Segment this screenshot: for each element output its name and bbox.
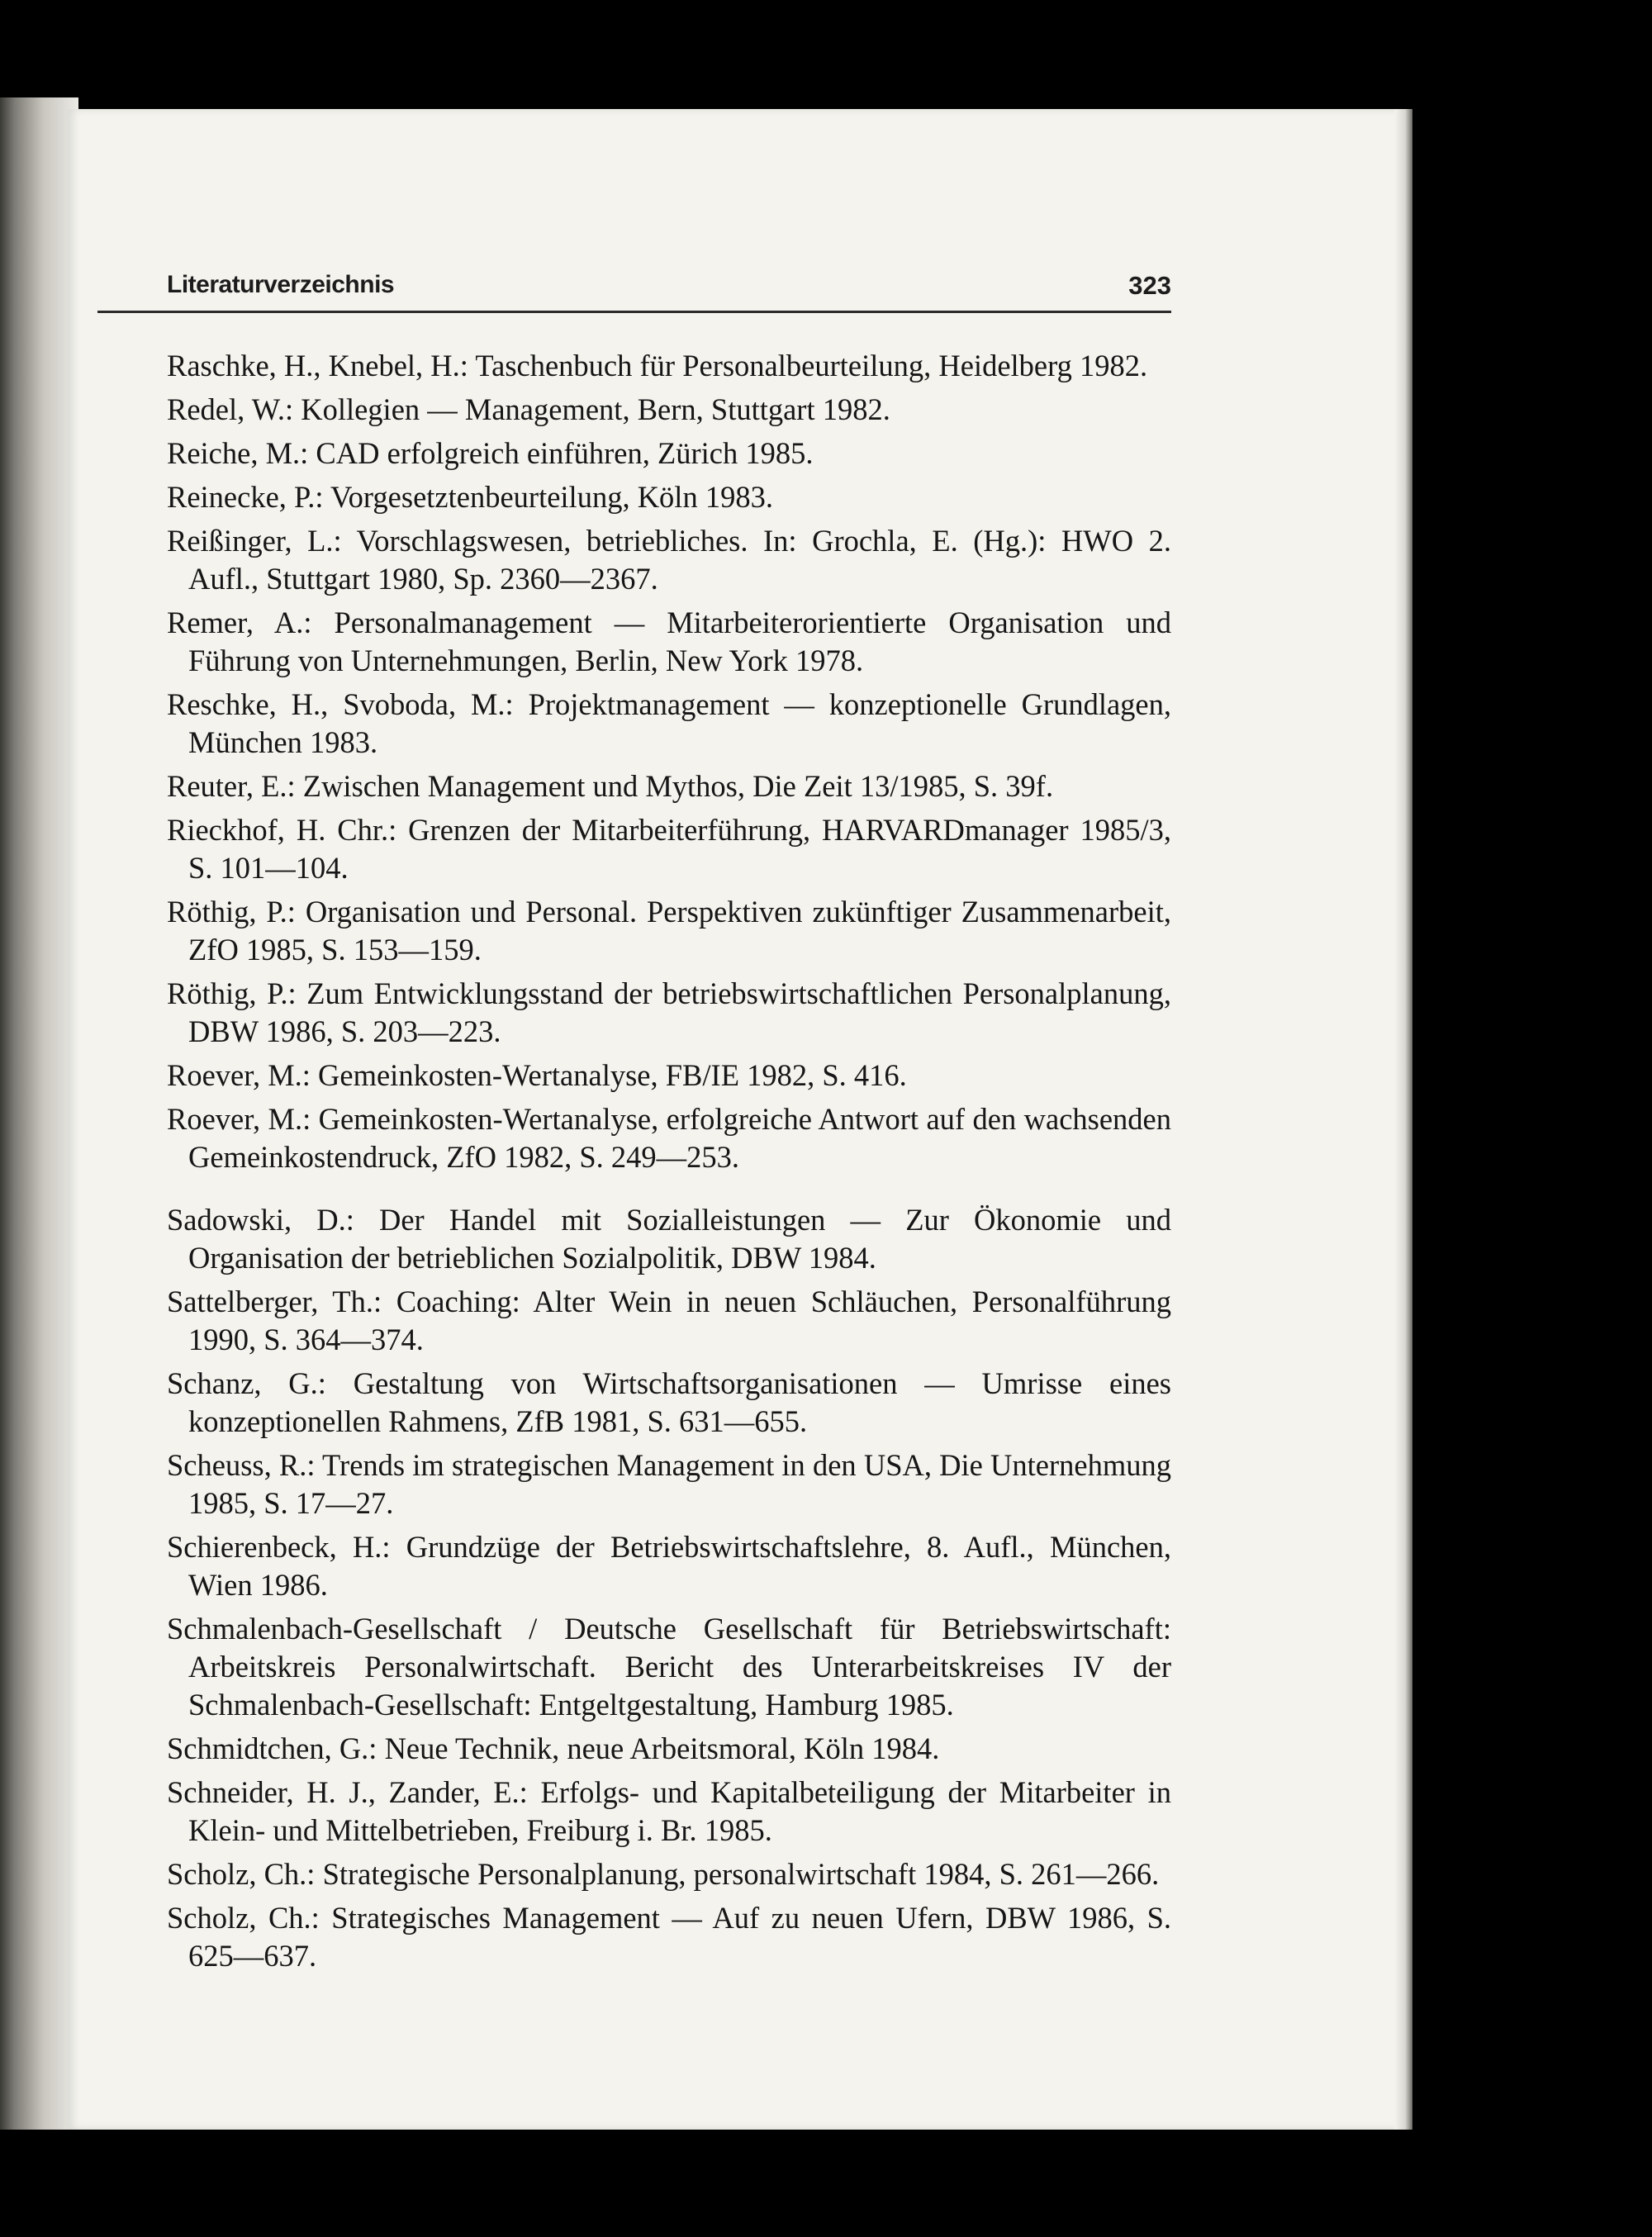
reference-entry: Scholz, Ch.: Strategisches Management — Auf zu neuen Ufern, DBW 1986, S. 625—637. xyxy=(167,1901,1171,1973)
reference-entry: Schierenbeck, H.: Grundzüge der Betriebswirtschaftslehre, 8. Aufl., München, Wien 1986. xyxy=(167,1530,1171,1602)
reference-entry: Röthig, P.: Zum Entwicklungsstand der betriebswirtschaftlichen Personalplanung, DBW 1986, S. 203—223. xyxy=(167,976,1171,1048)
reference-entry: Rieckhof, H. Chr.: Grenzen der Mitarbeiterführung, HARVARDmanager 1985/3, S. 101—104. xyxy=(167,813,1171,885)
reference-entry: Reuter, E.: Zwischen Management und Mythos, Die Zeit 13/1985, S. 39f. xyxy=(167,769,1054,803)
reference-entry: Röthig, P.: Organisation und Personal. Perspektiven zukünftiger Zusammenarbeit, ZfO 1985, S. 153—159. xyxy=(167,895,1171,967)
reference-entry: Reiche, M.: CAD erfolgreich einführen, Zürich 1985. xyxy=(167,436,814,470)
reference-entry: Remer, A.: Personalmanagement — Mitarbeiterorientierte Organisation und Führung von Unternehmungen, Berlin, New York 1978. xyxy=(167,606,1171,677)
reference-entry: Schmalenbach-Gesellschaft / Deutsche Gesellschaft für Betriebswirtschaft: Arbeitskreis Personalwirtschaft. Bericht des Unterarbeitskreises IV der Schmalenbach-Gesellschaft: Entgeltgestaltung, Hamburg 1985. xyxy=(167,1612,1171,1722)
reference-entry: Schneider, H. J., Zander, E.: Erfolgs- und Kapitalbeteiligung der Mitarbeiter in Klein- und Mittelbetrieben, Freiburg i. Br. 1985. xyxy=(167,1775,1171,1847)
reference-entry: Reinecke, P.: Vorgesetztenbeurteilung, Köln 1983. xyxy=(167,480,773,514)
reference-entry: Roever, M.: Gemeinkosten-Wertanalyse, erfolgreiche Antwort auf den wachsenden Gemeinkostendruck, ZfO 1982, S. 249—253. xyxy=(167,1102,1171,1174)
reference-entry: Schanz, G.: Gestaltung von Wirtschaftsorganisationen — Umrisse eines konzeptionellen Rahmens, ZfB 1981, S. 631—655. xyxy=(167,1366,1171,1438)
reference-entry: Raschke, H., Knebel, H.: Taschenbuch für Personalbeurteilung, Heidelberg 1982. xyxy=(167,349,1148,382)
reference-entry: Redel, W.: Kollegien — Management, Bern, Stuttgart 1982. xyxy=(167,392,890,426)
reference-entry: Reißinger, L.: Vorschlagswesen, betriebliches. In: Grochla, E. (Hg.): HWO 2. Aufl., Stuttgart 1980, Sp. 2360—2367. xyxy=(167,524,1171,596)
book-spine-shadow xyxy=(0,97,78,2130)
reference-entry: Sadowski, D.: Der Handel mit Sozialleistungen — Zur Ökonomie und Organisation der betrieblichen Sozialpolitik, DBW 1984. xyxy=(167,1203,1171,1275)
reference-entry: Sattelberger, Th.: Coaching: Alter Wein in neuen Schläuchen, Personalführung 1990, S. 364—374. xyxy=(167,1285,1171,1356)
running-header xyxy=(97,263,1171,313)
reference-entry: Scheuss, R.: Trends im strategischen Management in den USA, Die Unternehmung 1985, S. 17—27. xyxy=(167,1448,1171,1520)
reference-entry: Schmidtchen, G.: Neue Technik, neue Arbeitsmoral, Köln 1984. xyxy=(167,1731,940,1765)
reference-entry: Reschke, H., Svoboda, M.: Projektmanagement — konzeptionelle Grundlagen, München 1983. xyxy=(167,687,1171,759)
page-edge xyxy=(1394,109,1412,2130)
running-title: Literaturverzeichnis xyxy=(167,271,395,298)
reference-entry: Roever, M.: Gemeinkosten-Wertanalyse, FB/IE 1982, S. 416. xyxy=(167,1058,907,1092)
reference-list xyxy=(167,347,1171,1981)
reference-entry: Scholz, Ch.: Strategische Personalplanung, personalwirtschaft 1984, S. 261—266. xyxy=(167,1857,1160,1891)
page-number: 323 xyxy=(1128,271,1171,300)
